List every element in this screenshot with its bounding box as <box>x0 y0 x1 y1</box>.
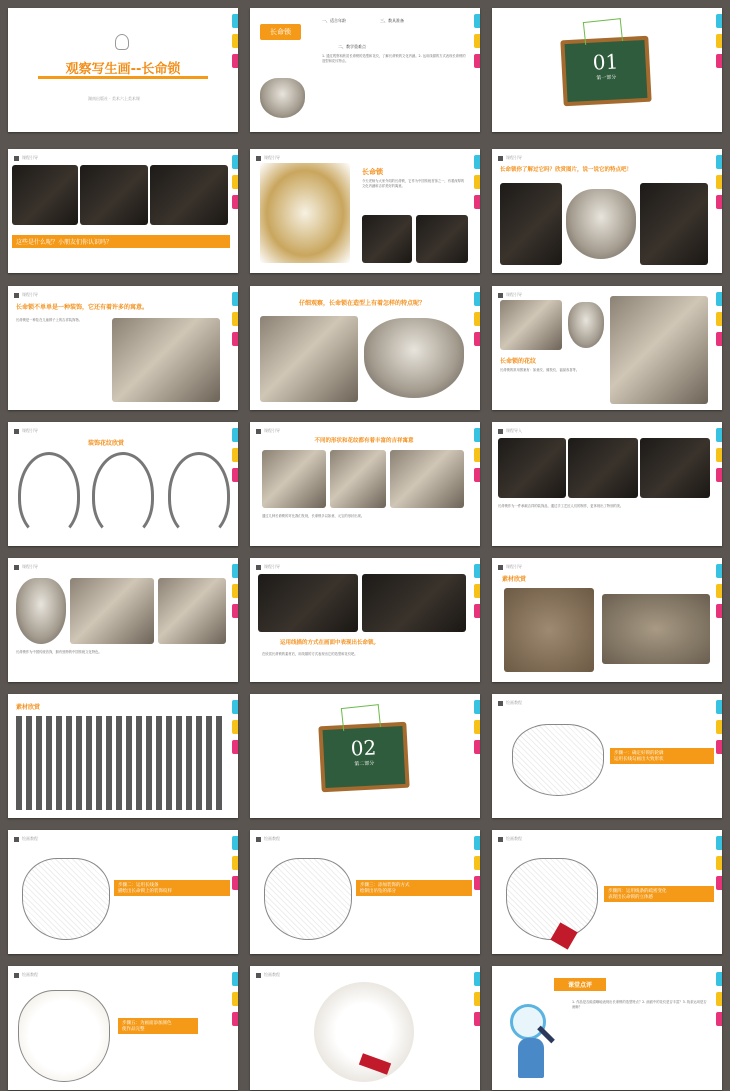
slide-label: 绘画教程 <box>256 972 280 978</box>
lock-photo <box>640 438 710 498</box>
objective-item: 一、适合年龄 <box>322 18 346 23</box>
slide-heading: 不同的形状和花纹都有着丰富的吉祥寓意 <box>314 438 414 444</box>
slide-tabs <box>474 292 480 352</box>
step-line: 运用长线勾画出大致形状 <box>614 757 664 762</box>
slide-body: 长命锁是一种挂在儿童脖子上的吉祥装饰物。 <box>16 318 82 322</box>
slide-12[interactable] <box>492 422 722 546</box>
lock-photo <box>258 574 358 632</box>
slide-label: 课程引导 <box>256 428 280 434</box>
slide-tabs <box>716 564 722 624</box>
step-line: 步骤二：运用长线条 <box>118 883 159 888</box>
slide-8[interactable] <box>250 286 480 410</box>
slide-18[interactable] <box>492 694 722 818</box>
slide-13[interactable] <box>8 558 238 682</box>
slide-9[interactable] <box>492 286 722 410</box>
teacher-icon <box>518 1038 544 1078</box>
slide-badge: 长命锁 <box>260 24 301 40</box>
bulb-icon <box>115 34 129 50</box>
slide-20[interactable] <box>250 830 480 954</box>
slide-label: 课程引导 <box>498 155 522 161</box>
slide-24[interactable] <box>492 966 722 1090</box>
step-caption <box>118 1018 198 1034</box>
step-caption <box>114 880 230 896</box>
necklace-image <box>168 452 230 538</box>
lock-photo <box>500 183 562 265</box>
slide-label: 课程引导 <box>498 292 522 298</box>
slide-label: 课程引导 <box>14 428 38 434</box>
slide-body: 长命锁作为中国传统首饰，拥有独特的中国传统文化特色。 <box>16 650 102 654</box>
slide-3[interactable] <box>492 8 722 132</box>
section-subtitle: 第一部分 <box>596 74 617 82</box>
artwork-circle <box>314 982 414 1082</box>
step-line: 表现出长命锁的立体感 <box>608 895 653 900</box>
lock-photo <box>16 578 66 644</box>
slide-heading: 长命锁你了解过它吗？欣赏图片，说一说它的特点吧！ <box>500 167 633 173</box>
slide-tabs <box>232 836 238 896</box>
lock-photo <box>602 594 710 664</box>
slide-body: 通过几种长命锁的对比我们发现，长命锁多以如意、元宝的形状出现。 <box>262 514 365 518</box>
slide-tabs <box>716 292 722 352</box>
slide-heading: 装饰花纹欣赏 <box>88 440 125 447</box>
slide-19[interactable] <box>8 830 238 954</box>
slide-body: 长命锁作为一件承载吉祥的装饰品，通过手工艺匠人们的制作，更体现出了特别的美。 <box>498 504 624 508</box>
lock-photo <box>262 450 326 508</box>
step-caption <box>356 880 472 896</box>
slide-tabs <box>716 428 722 488</box>
lock-photo <box>500 300 562 350</box>
slide-tabs <box>232 155 238 215</box>
sketch-image <box>18 990 110 1082</box>
lock-photo <box>158 578 226 644</box>
slide-heading: 素材欣赏 <box>16 704 41 711</box>
slide-heading: 长命锁的花纹 <box>500 358 537 365</box>
slide-4[interactable] <box>8 149 238 273</box>
slide-tabs <box>232 564 238 624</box>
slide-label: 课程引导 <box>14 292 38 298</box>
slide-heading: 长命锁不单单是一种装饰，它还有着许多的寓意。 <box>16 304 149 311</box>
slide-heading: 运用线描的方式在画面中表现出长命锁。 <box>280 640 380 646</box>
slide-tabs <box>232 972 238 1032</box>
slide-label: 课程引导 <box>256 564 280 570</box>
slide-label: 课程引导 <box>14 155 38 161</box>
slide-2[interactable] <box>250 8 480 132</box>
sketch-image <box>506 858 598 940</box>
necklace-image <box>18 452 80 538</box>
lock-photo <box>610 296 708 404</box>
sketch-image <box>22 858 110 940</box>
slide-heading: 仔细观察，长命锁在造型上有着怎样的特点呢？ <box>298 300 425 307</box>
slide-body: 在欣赏长命锁的素材后，用线描的方式表现出它的造型和花纹吧。 <box>262 652 358 656</box>
pattern-grid <box>16 716 226 810</box>
slide-label: 课程引导 <box>498 564 522 570</box>
step-line: 绘制出吊坠的部分 <box>360 889 396 894</box>
chalkboard <box>560 36 651 107</box>
section-subtitle: 第二部分 <box>354 760 375 768</box>
slide-grid <box>8 8 722 1086</box>
jewelry-photo <box>12 165 78 225</box>
lock-photo <box>330 450 386 508</box>
slide-7[interactable] <box>8 286 238 410</box>
objective-item: 三、教具准备 <box>380 18 404 23</box>
step-caption <box>604 886 714 902</box>
slide-label: 绘画教程 <box>498 700 522 706</box>
chalkboard <box>318 722 409 793</box>
slide-5[interactable] <box>250 149 480 273</box>
slide-footer: 湖南出版社 · 美术六上美术课 <box>88 96 140 101</box>
step-line: 步骤三：添加装饰的方式 <box>360 883 410 888</box>
slide-tabs <box>232 700 238 760</box>
slide-tabs <box>716 700 722 760</box>
lock-photo <box>364 318 464 398</box>
slide-15[interactable] <box>492 558 722 682</box>
slide-tabs <box>474 700 480 760</box>
objective-item: 二、教学重难点 <box>338 44 366 49</box>
slide-label: 绘画教程 <box>498 836 522 842</box>
slide-heading: 素材欣赏 <box>502 576 527 583</box>
lock-photo <box>260 78 305 118</box>
slide-label: 绘画教程 <box>14 836 38 842</box>
slide-17[interactable] <box>250 694 480 818</box>
slide-heading: 课堂点评 <box>554 978 606 991</box>
step-line: 步骤五：为画面添加颜色 <box>122 1021 172 1026</box>
slide-body: 1. 作品是否能清晰地表现出长命锁的造型特点？2. 画面中的花纹是否丰富？3. 线条运用是否流畅？ <box>572 1000 707 1009</box>
step-line: 描绘出长命锁上的装饰纹样 <box>118 889 172 894</box>
lock-photo <box>416 215 468 263</box>
slide-label: 绘画教程 <box>256 836 280 842</box>
slide-heading: 长命锁 <box>362 168 383 176</box>
slide-tabs <box>232 292 238 352</box>
lock-photo <box>260 316 358 402</box>
slide-label: 绘画教程 <box>14 972 38 978</box>
magnifier-icon <box>510 1004 546 1040</box>
slide-14[interactable] <box>250 558 480 682</box>
slide-tabs <box>232 428 238 488</box>
lock-photo <box>498 438 566 498</box>
slide-22[interactable] <box>8 966 238 1090</box>
slide-tabs <box>474 155 480 215</box>
lock-photo <box>566 189 636 259</box>
slide-tabs <box>474 428 480 488</box>
necklace-image <box>92 452 154 538</box>
lock-photo <box>504 588 594 672</box>
slide-caption: 这些是什么呢？小朋友们你认识吗？ <box>12 235 230 248</box>
lock-photo <box>568 438 638 498</box>
slide-tabs <box>474 972 480 1032</box>
lock-photo <box>112 318 220 402</box>
slide-16[interactable] <box>8 694 238 818</box>
slide-tabs <box>474 836 480 896</box>
step-line: 步骤一：确定好锁的轮廓 <box>614 751 664 756</box>
slide-label: 课程导入 <box>498 428 522 434</box>
step-line: 使作品完整 <box>122 1027 145 1032</box>
slide-11[interactable] <box>250 422 480 546</box>
lock-photo <box>70 578 154 644</box>
slide-body: 1. 通过观察和欣赏长命锁的造型和花纹，了解长命锁的文化内涵。2. 运用线描的方式表现长命锁的造型和花纹特点。 <box>322 54 466 63</box>
slide-10[interactable] <box>8 422 238 546</box>
lock-photo <box>568 302 604 348</box>
lock-photo <box>640 183 708 265</box>
slide-title: 观察写生画--长命锁 <box>65 62 181 77</box>
lock-photo <box>260 163 350 263</box>
slide-6[interactable] <box>492 149 722 273</box>
slide-tabs <box>474 564 480 624</box>
slide-1[interactable] <box>8 8 238 132</box>
lock-photo <box>362 215 412 263</box>
jewelry-photo <box>80 165 148 225</box>
slide-21[interactable] <box>492 830 722 954</box>
slide-body: 今天老师为大家介绍的长命锁，它作为中国传统首饰之一，有着深厚的文化内涵和吉祥美好的寓意。 <box>362 179 465 188</box>
lock-photo <box>362 574 466 632</box>
sketch-image <box>264 858 352 940</box>
slide-tabs <box>716 972 722 1032</box>
slide-tabs <box>716 836 722 896</box>
lock-photo <box>390 450 464 508</box>
slide-tabs <box>474 14 480 74</box>
sketch-image <box>512 724 604 796</box>
slide-tabs <box>232 14 238 74</box>
slide-label: 课程引导 <box>14 564 38 570</box>
section-number: 01 <box>592 49 619 75</box>
slide-label: 课程引导 <box>256 155 280 161</box>
slide-tabs <box>716 155 722 215</box>
slide-23[interactable] <box>250 966 480 1090</box>
jewelry-photo <box>150 165 228 225</box>
step-caption <box>610 748 714 764</box>
section-number: 02 <box>350 735 377 761</box>
slide-body: 长命锁的常用图案有：如意纹、缠枝纹、福禄寿喜等。 <box>500 368 580 372</box>
step-line: 步骤四：运用线条的疏密变化 <box>608 889 667 894</box>
slide-tabs <box>716 14 722 74</box>
